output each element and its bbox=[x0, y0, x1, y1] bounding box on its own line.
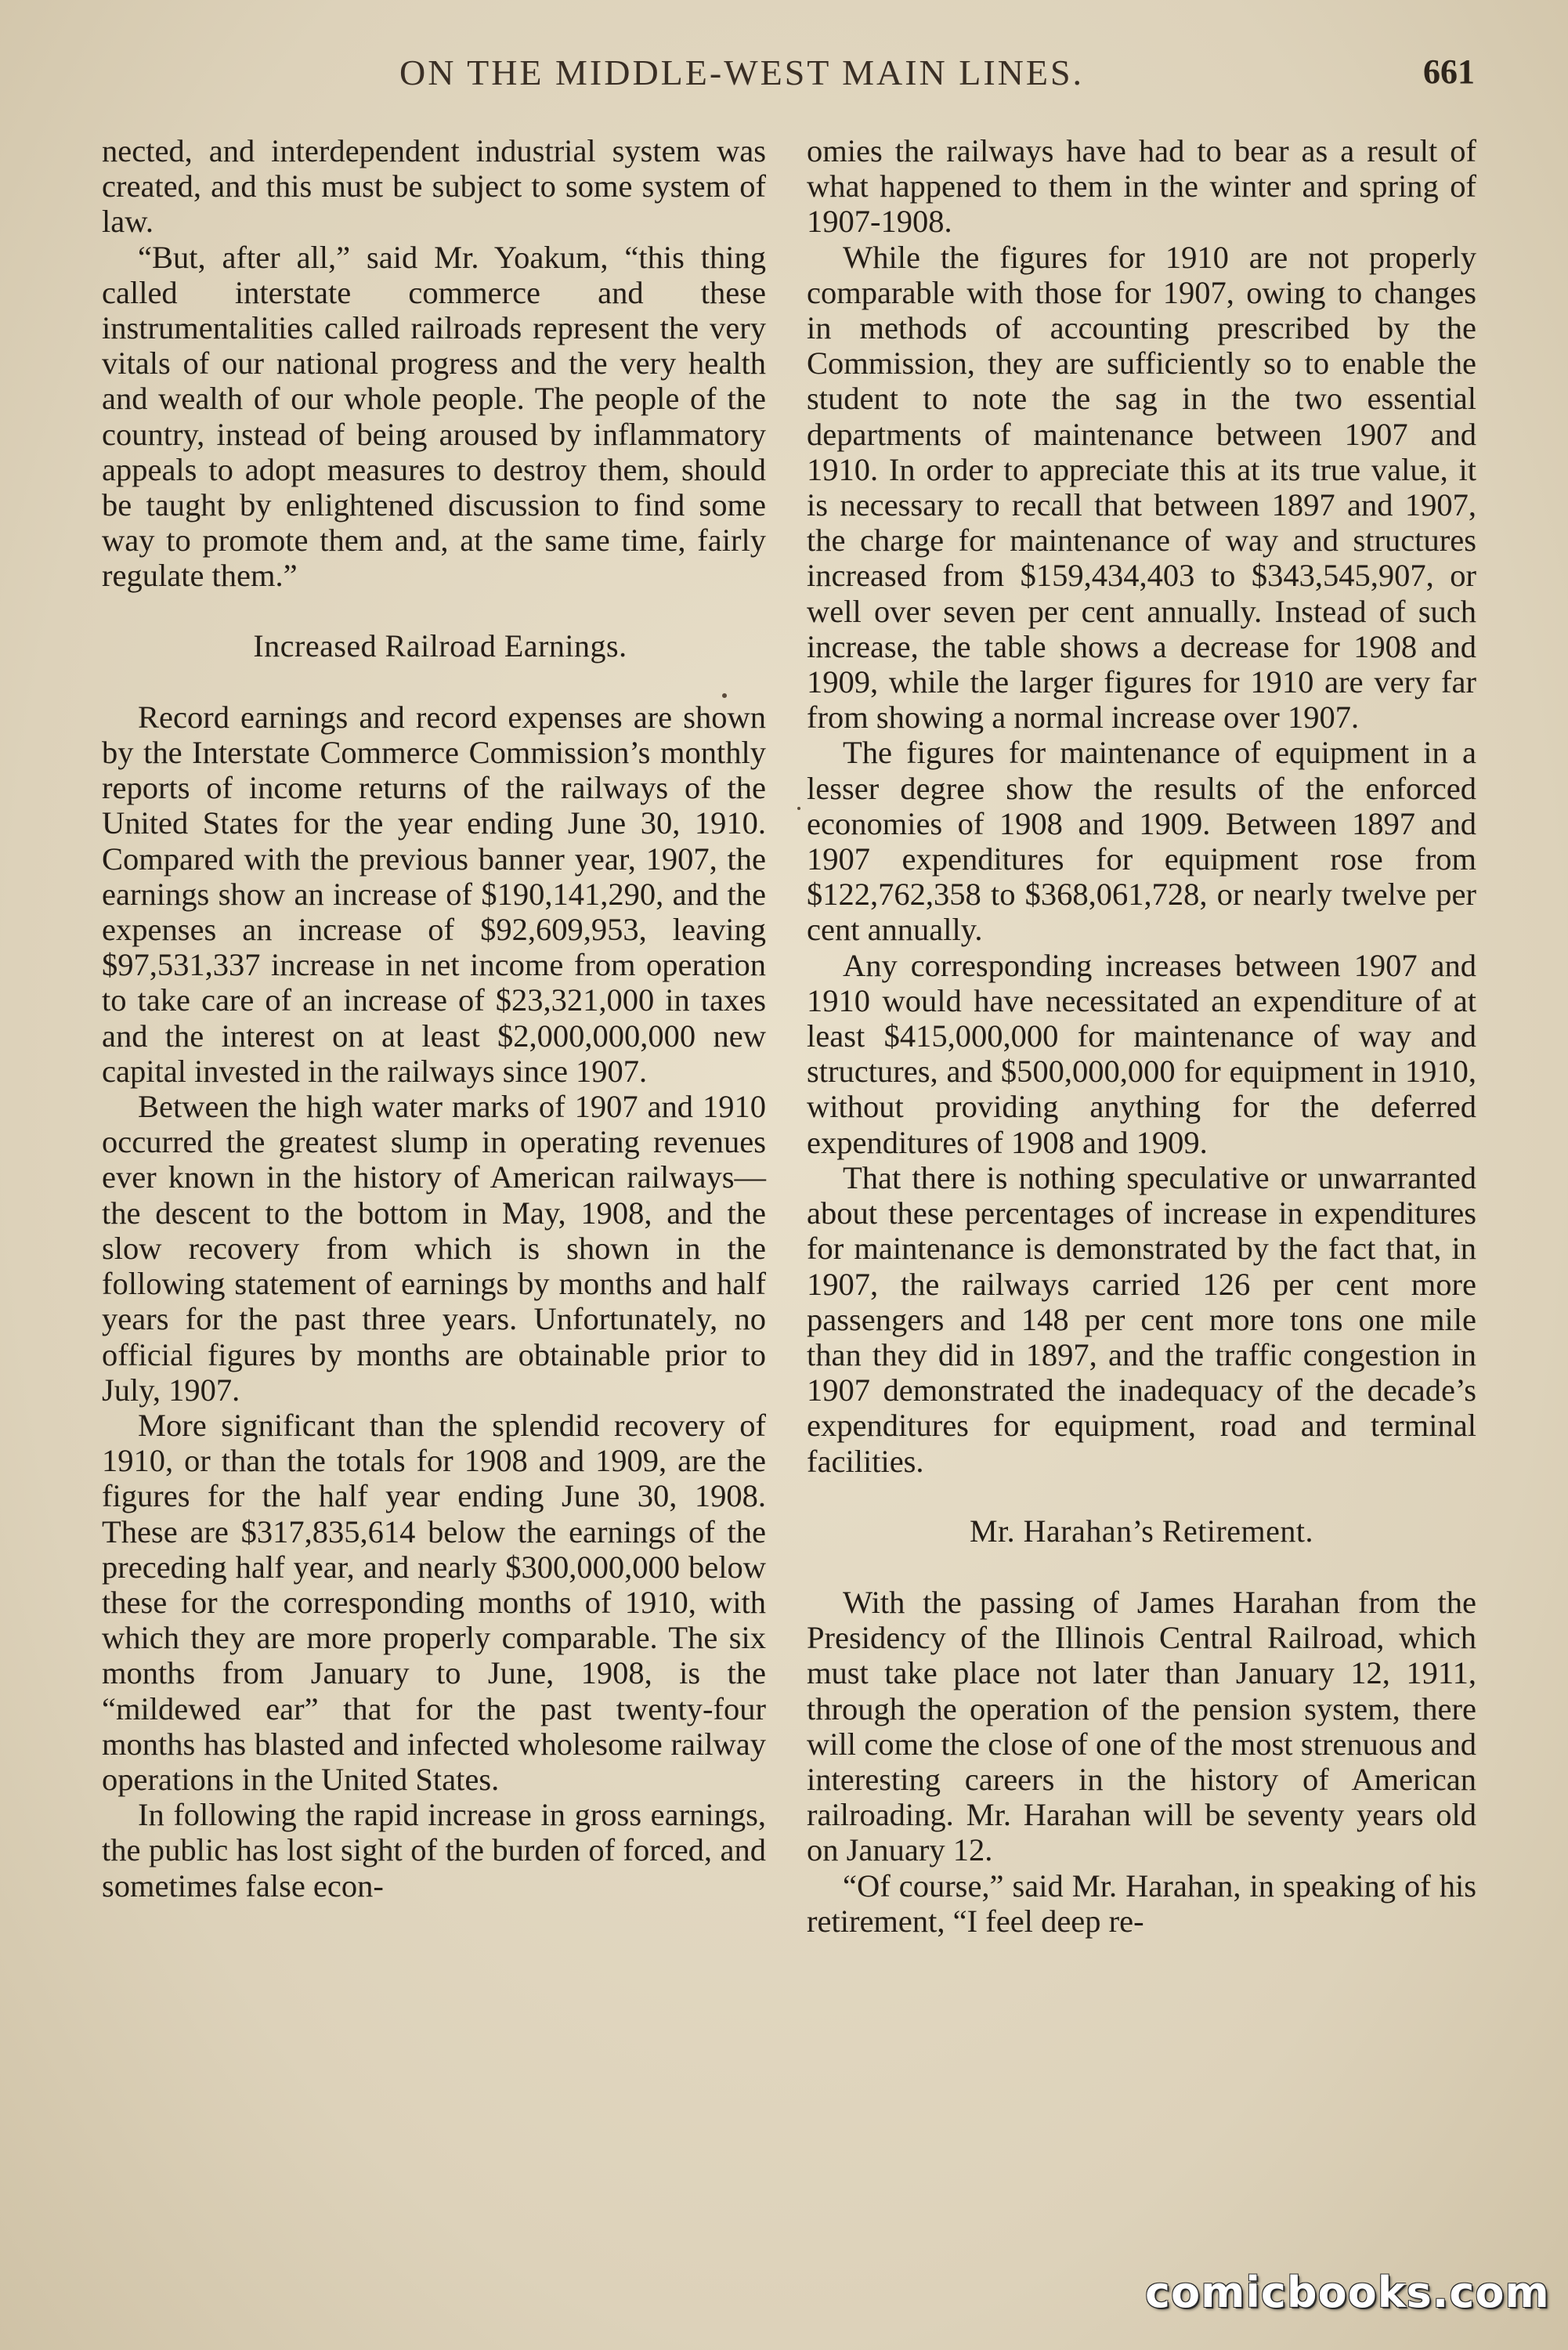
watermark-logo: comicbooks.com bbox=[1145, 2268, 1550, 2317]
paragraph: In following the rapid increase in gross earnings, the public has lost sight of the burden of forced, and sometimes false econ- bbox=[102, 1797, 766, 1904]
left-column bbox=[102, 133, 766, 1904]
running-head: ON THE MIDDLE-WEST MAIN LINES. bbox=[399, 52, 1085, 92]
paragraph: More significant than the splendid recovery of 1910, or than the totals for 1908 and 1909, are the figures for the half year ending June 30, 1908. These are $317,835,614 below the earnings of the preceding half year, and nearly $300,000,000 below these for the corresponding months of 1910, with which they are more properly comparable. The six months from January to June, 1908, is the “mildewed ear” that for the past twenty-four months has blasted and infected wholesome railway operations in the United States. bbox=[102, 1407, 766, 1797]
ink-speck bbox=[722, 693, 727, 698]
paragraph: That there is nothing speculative or unwarranted about these percentages of increase in expenditures for maintenance is demonstrated by the fact that, in 1907, the railways carried 126 per cent more passengers and 148 per cent more tons one mile than they did in 1897, and the traffic congestion in 1907 demonstrated the inadequacy of the decade’s expenditures for equipment, road and terminal facilities. bbox=[807, 1159, 1476, 1479]
section-heading: Mr. Harahan’s Retirement. bbox=[969, 1513, 1314, 1549]
paragraph: While the figures for 1910 are not properly comparable with those for 1907, owing to changes in methods of accounting prescribed by the Commission, they are sufficiently so to enable the student to note the sag in the two essential departments of maintenance between 1907 and 1910. In order to appreciate this at its true value, it is necessary to recall that between 1897 and 1907, the charge for maintenance of way and structures increased from $159,434,403 to $343,545,907, or well over seven per cent annually. Instead of such increase, the table shows a decrease for 1908 and 1909, while the larger figures for 1910 are very far from showing a normal increase over 1907. bbox=[807, 239, 1476, 736]
page-header bbox=[0, 47, 1568, 110]
paragraph: Any corresponding increases between 1907 and 1910 would have necessitated an expenditure of at least $415,000,000 for maintenance of way and structures, and $500,000,000 for equipment in 1910, without providing anything for the deferred expenditures of 1908 and 1909. bbox=[807, 947, 1476, 1160]
paragraph: “But, after all,” said Mr. Yoakum, “this thing called interstate commerce and these instrumentalities called railroads represent the very vitals of our national progress and the very health and wealth of our whole people. The people of the country, instead of being aroused by inflammatory appeals to adopt measures to destroy them, should be taught by enlightened discussion to find some way to promote them and, at the same time, fairly regulate them.” bbox=[102, 239, 766, 594]
paragraph: “Of course,” said Mr. Harahan, in speaking of his retirement, “I feel deep re- bbox=[807, 1867, 1476, 1939]
paragraph: Record earnings and record expenses are shown by the Interstate Commerce Commission’s monthly reports of income returns of the railways of the United States for the year ending June 30, 1910. Compared with the previous banner year, 1907, the earnings show an increase of $190,141,290, and the expenses an increase of $92,609,953, leaving $97,531,337 increase in net income from operation to take care of an increase of $23,321,000 in taxes and the interest on at least $2,000,000,000 new capital invested in the railways since 1907. bbox=[102, 699, 766, 1089]
page-number: 661 bbox=[1423, 52, 1475, 91]
section-heading: Increased Railroad Earnings. bbox=[253, 627, 627, 663]
ink-speck bbox=[797, 807, 800, 810]
right-column bbox=[807, 133, 1476, 1939]
paragraph: omies the railways have had to bear as a result of what happened to them in the winter and spring of 1907-1908. bbox=[807, 133, 1476, 240]
paragraph: The figures for maintenance of equipment in a lesser degree show the results of the enforced economies of 1908 and 1909. Between 1897 and 1907 expenditures for equipment rose from $122,762,358 to $368,061,728, or nearly twelve per cent annually. bbox=[807, 735, 1476, 948]
paragraph: With the passing of James Harahan from the Presidency of the Illinois Central Railroad, which must take place not later than January 12, 1911, through the operation of the pension system, there will come the close of one of the most strenuous and interesting careers in the history of American railroading. Mr. Harahan will be seventy years old on January 12. bbox=[807, 1584, 1476, 1868]
paragraph: nected, and interdependent industrial system was created, and this must be subject to some system of law. bbox=[102, 133, 766, 240]
paragraph: Between the high water marks of 1907 and 1910 occurred the greatest slump in operating revenues ever known in the history of American railways—the descent to the bottom in May, 1908, and the slow recovery from which is shown in the following statement of earnings by months and half years for the past three years. Unfortunately, no official figures by months are obtainable prior to July, 1907. bbox=[102, 1089, 766, 1408]
